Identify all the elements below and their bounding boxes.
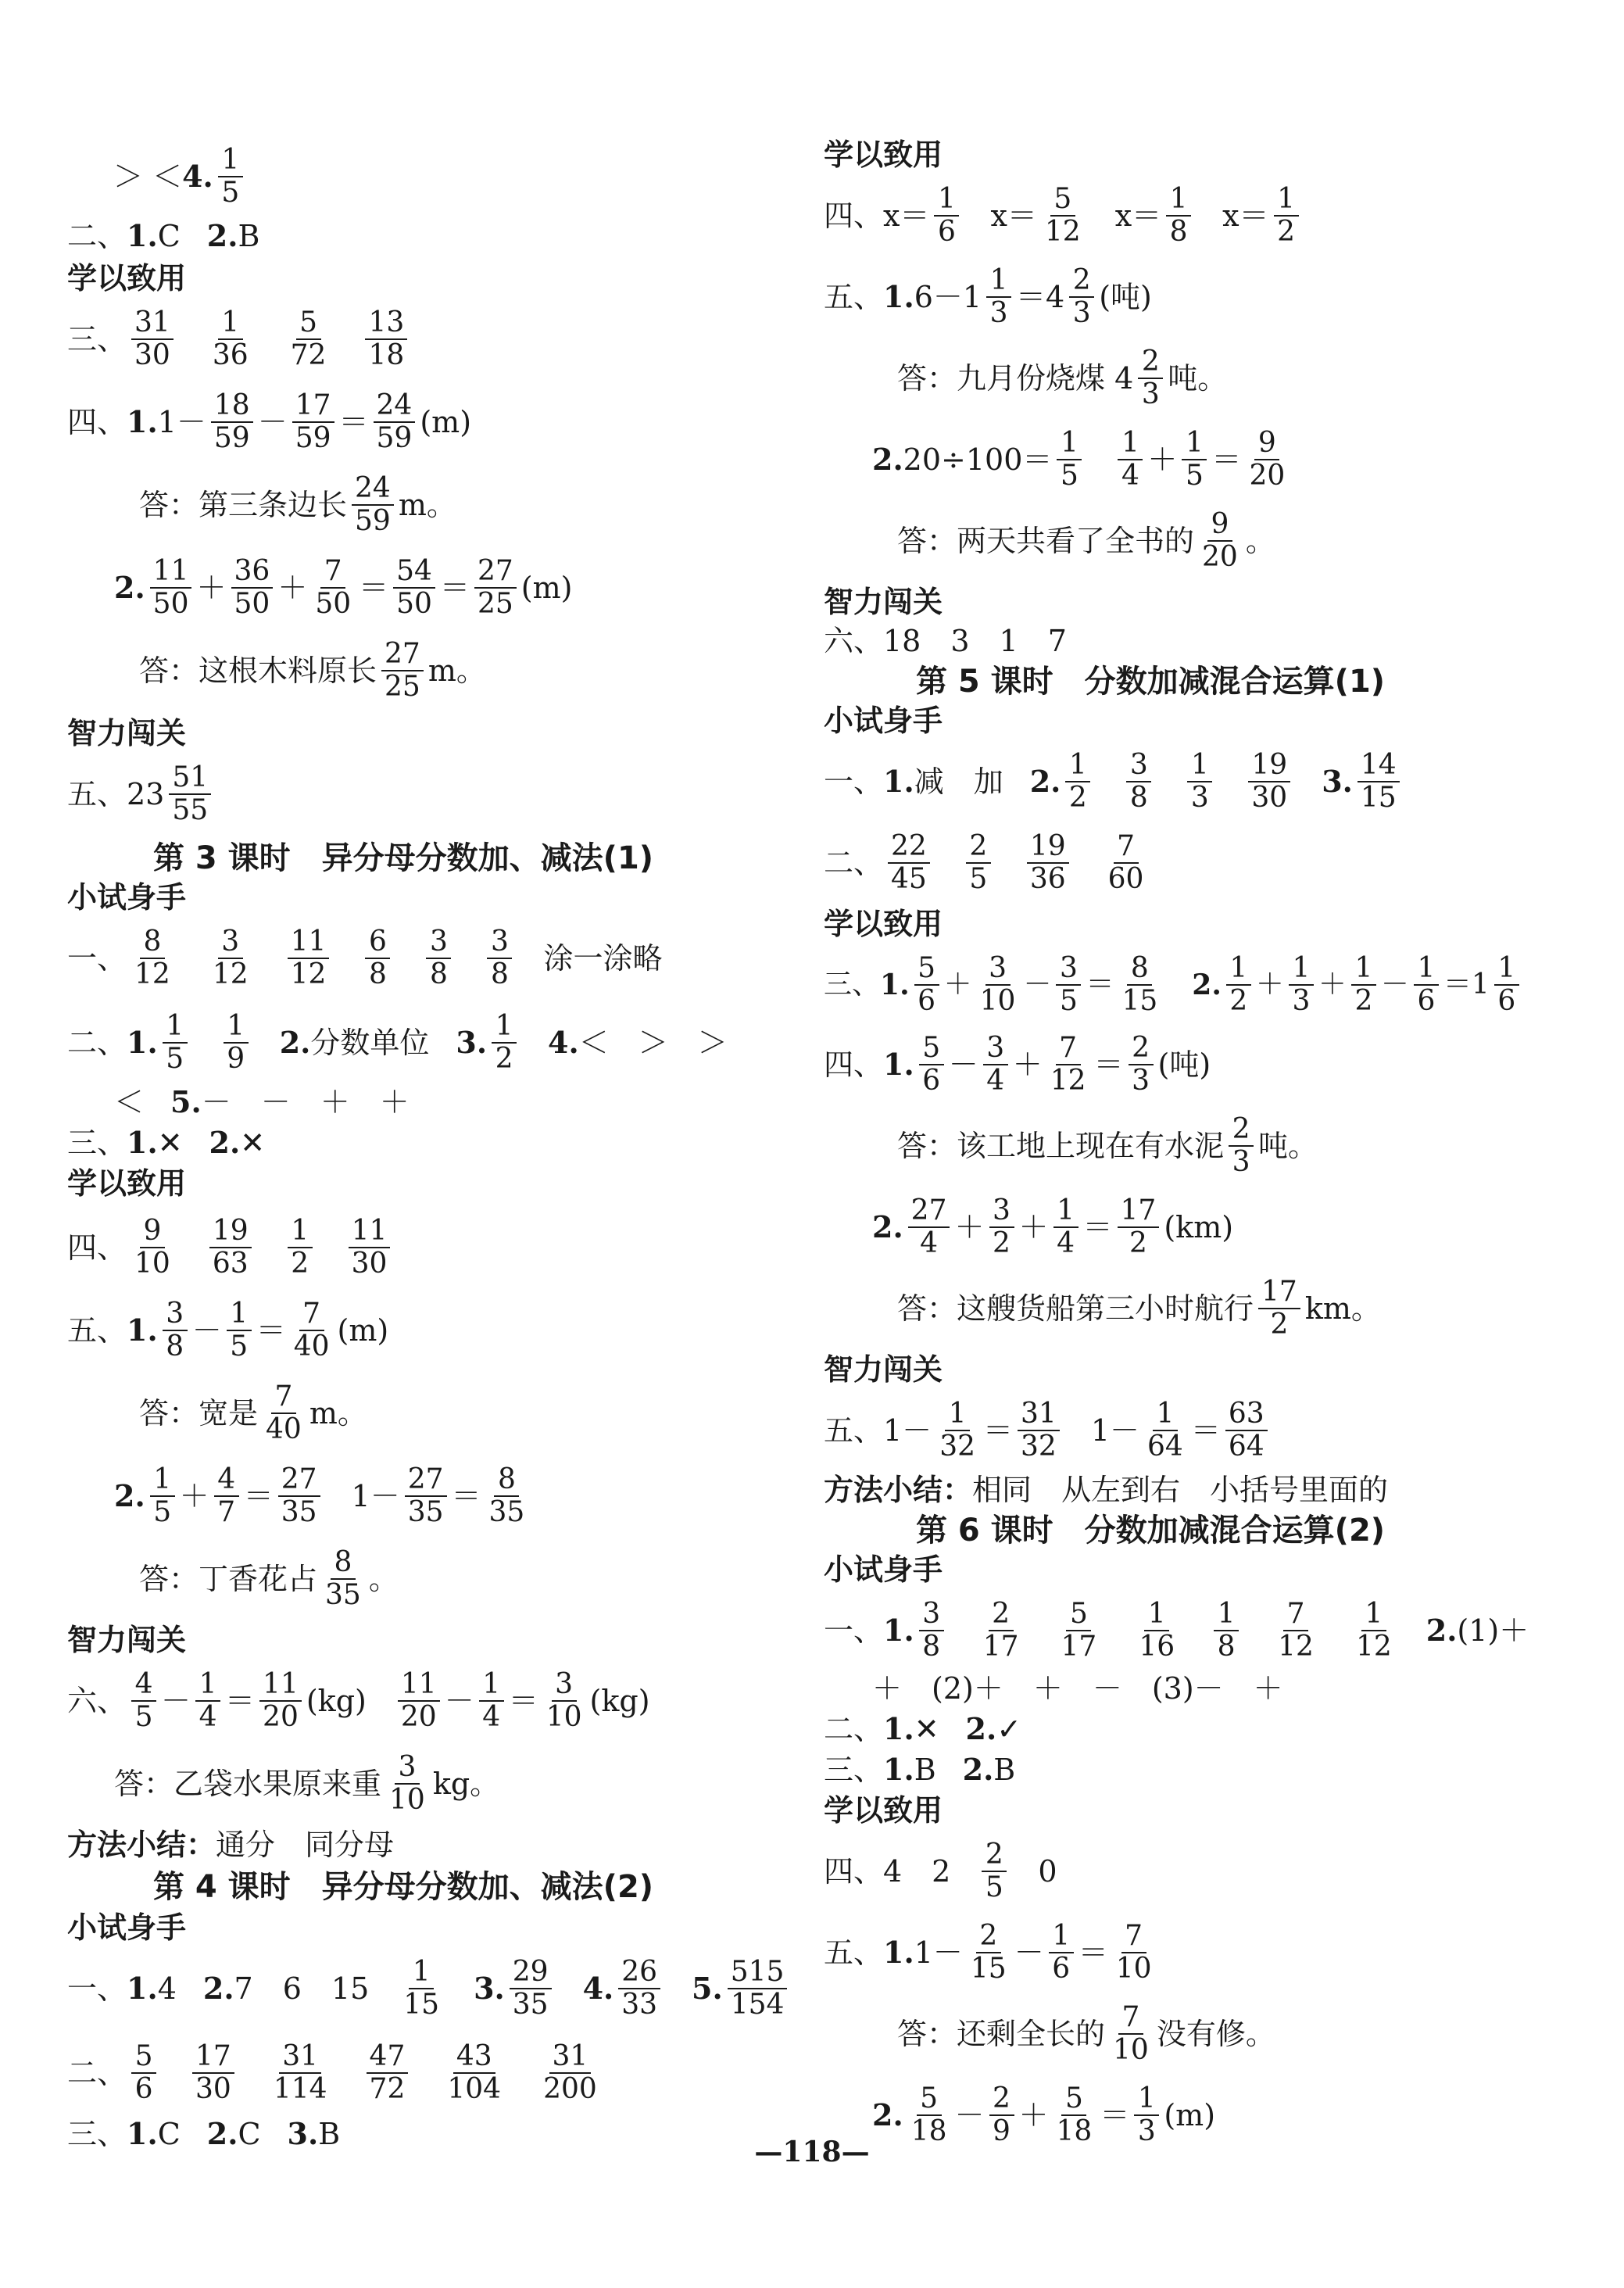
fraction: 1 2 xyxy=(1351,954,1376,1016)
fraction: 1 64 xyxy=(1147,1398,1183,1463)
fraction: 1 5 xyxy=(1182,428,1207,491)
fraction: 1 15 xyxy=(403,1956,440,2021)
fraction: 5 12 xyxy=(1044,183,1081,248)
fraction: 1 4 xyxy=(1053,1196,1078,1259)
fraction: 14 15 xyxy=(1358,750,1400,813)
fraction: 9 20 xyxy=(1202,508,1238,573)
fraction: 5 6 xyxy=(131,2042,156,2104)
fraction: 31 200 xyxy=(543,2040,597,2105)
fraction: 1 9 xyxy=(224,1012,249,1074)
fraction: 1 5 xyxy=(1057,428,1082,491)
fraction: 63 64 xyxy=(1225,1399,1268,1462)
fraction: 2 3 xyxy=(1138,347,1163,410)
fraction: 26 33 xyxy=(618,1957,660,2020)
fraction: 11 20 xyxy=(259,1670,302,1732)
fraction: 1 6 xyxy=(934,184,959,247)
fraction: 17 2 xyxy=(1118,1196,1160,1259)
fraction: 2 3 xyxy=(1069,266,1094,328)
fraction: 9 10 xyxy=(134,1215,170,1280)
fraction: 8 12 xyxy=(134,926,170,990)
fraction: 1 5 xyxy=(163,1012,188,1074)
fraction: 8 35 xyxy=(488,1463,525,1528)
fraction: 31 30 xyxy=(131,308,173,371)
fraction: 27 25 xyxy=(381,639,424,702)
fraction: 3 8 xyxy=(919,1599,944,1662)
fraction: 2 15 xyxy=(970,1920,1007,1985)
fraction: 24 59 xyxy=(374,391,416,453)
fraction: 7 40 xyxy=(266,1380,302,1445)
fraction: 1 3 xyxy=(1187,750,1212,813)
fraction: 3 10 xyxy=(389,1751,425,1816)
fraction: 3 8 xyxy=(163,1299,188,1362)
fraction: 31 114 xyxy=(273,2040,327,2105)
fraction: 1 16 xyxy=(1139,1598,1175,1663)
fraction: 11 50 xyxy=(150,557,192,619)
fraction: 19 36 xyxy=(1027,832,1069,894)
fraction: 27 35 xyxy=(405,1465,447,1527)
fraction: 4 7 xyxy=(214,1465,239,1527)
fraction: 1 12 xyxy=(1355,1598,1392,1663)
fraction: 2 9 xyxy=(989,2084,1014,2147)
fraction: 17 2 xyxy=(1258,1277,1300,1340)
fraction: 8 15 xyxy=(1121,952,1158,1017)
fraction: 1 5 xyxy=(227,1299,252,1362)
page-number: —118— xyxy=(754,2136,870,2168)
fraction: 1 2 xyxy=(492,1012,517,1074)
fraction: 3 8 xyxy=(1126,750,1151,813)
fraction: 3 5 xyxy=(1056,954,1081,1016)
fraction: 1 4 xyxy=(479,1670,504,1732)
fraction: 7 10 xyxy=(1113,2001,1149,2066)
fraction: 515 154 xyxy=(728,1957,788,2020)
fraction: 2 3 xyxy=(1129,1033,1154,1096)
fraction: 9 20 xyxy=(1249,427,1286,492)
fraction: 1 2 xyxy=(1226,954,1251,1016)
fraction: 5 6 xyxy=(914,954,939,1016)
fraction: 1 8 xyxy=(1166,184,1191,247)
fraction: 1 2 xyxy=(1065,750,1090,813)
fraction: 7 12 xyxy=(1050,1032,1086,1097)
fraction: 13 18 xyxy=(365,308,407,371)
fraction: 2 5 xyxy=(966,832,991,894)
fraction: 7 40 xyxy=(293,1298,330,1362)
fraction: 19 63 xyxy=(209,1216,252,1279)
fraction: 3 10 xyxy=(979,952,1016,1017)
fraction: 1 4 xyxy=(1118,428,1143,491)
fraction: 3 10 xyxy=(546,1668,582,1733)
fraction: 1 6 xyxy=(1494,954,1519,1016)
fraction: 1 3 xyxy=(1134,2084,1159,2147)
fraction: 7 60 xyxy=(1107,830,1144,895)
fraction: 1 3 xyxy=(1289,954,1314,1016)
fraction: 1 8 xyxy=(1214,1599,1239,1662)
fraction: 4 5 xyxy=(131,1670,156,1732)
fraction: 1 2 xyxy=(288,1216,313,1279)
fraction: 1 6 xyxy=(1049,1921,1074,1984)
fraction: 7 50 xyxy=(315,555,352,620)
fraction: 27 35 xyxy=(278,1465,320,1527)
fraction: 31 32 xyxy=(1018,1399,1060,1462)
fraction: 19 30 xyxy=(1248,750,1290,813)
fraction: 36 50 xyxy=(231,557,274,619)
fraction: 5 18 xyxy=(1056,2082,1093,2147)
fraction: 1 5 xyxy=(150,1465,175,1527)
fraction: 17 30 xyxy=(192,2042,234,2104)
fraction: 47 72 xyxy=(367,2042,409,2104)
fraction: 29 35 xyxy=(510,1957,552,2020)
fraction: 2 5 xyxy=(982,1840,1007,1903)
fraction: 5 17 xyxy=(1061,1598,1097,1663)
fraction: 1 32 xyxy=(939,1398,975,1463)
fraction: 3 8 xyxy=(426,927,451,990)
fraction: 43 104 xyxy=(447,2040,502,2105)
fraction: 27 25 xyxy=(474,557,517,619)
fraction: 27 4 xyxy=(908,1196,950,1259)
fraction: 2 17 xyxy=(982,1598,1019,1663)
fraction: 54 50 xyxy=(393,557,435,619)
fraction: 1 3 xyxy=(986,266,1011,328)
fraction: 51 55 xyxy=(169,763,211,825)
fraction: 8 35 xyxy=(325,1546,361,1611)
fraction: 18 59 xyxy=(211,391,253,453)
fraction: 11 20 xyxy=(398,1670,440,1732)
fraction: 22 45 xyxy=(888,832,930,894)
fraction: 3 8 xyxy=(487,927,512,990)
fraction: 11 12 xyxy=(288,927,330,990)
fraction: 3 2 xyxy=(989,1196,1014,1259)
fraction: 11 30 xyxy=(349,1216,391,1279)
fraction: 24 59 xyxy=(352,474,394,536)
fraction: 1 36 xyxy=(212,306,249,371)
fraction: 7 12 xyxy=(1278,1598,1314,1663)
fraction: 1 6 xyxy=(1414,954,1439,1016)
fraction: 3 12 xyxy=(212,926,249,990)
fraction: 1 5 xyxy=(218,145,243,208)
fraction: 1 2 xyxy=(1274,184,1299,247)
fraction: 5 72 xyxy=(290,306,327,371)
fraction: 17 59 xyxy=(292,391,334,453)
fraction: 2 3 xyxy=(1229,1115,1254,1177)
fraction: 7 10 xyxy=(1115,1920,1152,1985)
fraction: 5 18 xyxy=(910,2082,947,2147)
fraction: 5 6 xyxy=(919,1033,944,1096)
fraction: 3 4 xyxy=(983,1033,1008,1096)
fraction: 6 8 xyxy=(365,927,390,990)
fraction: 1 4 xyxy=(195,1670,220,1732)
